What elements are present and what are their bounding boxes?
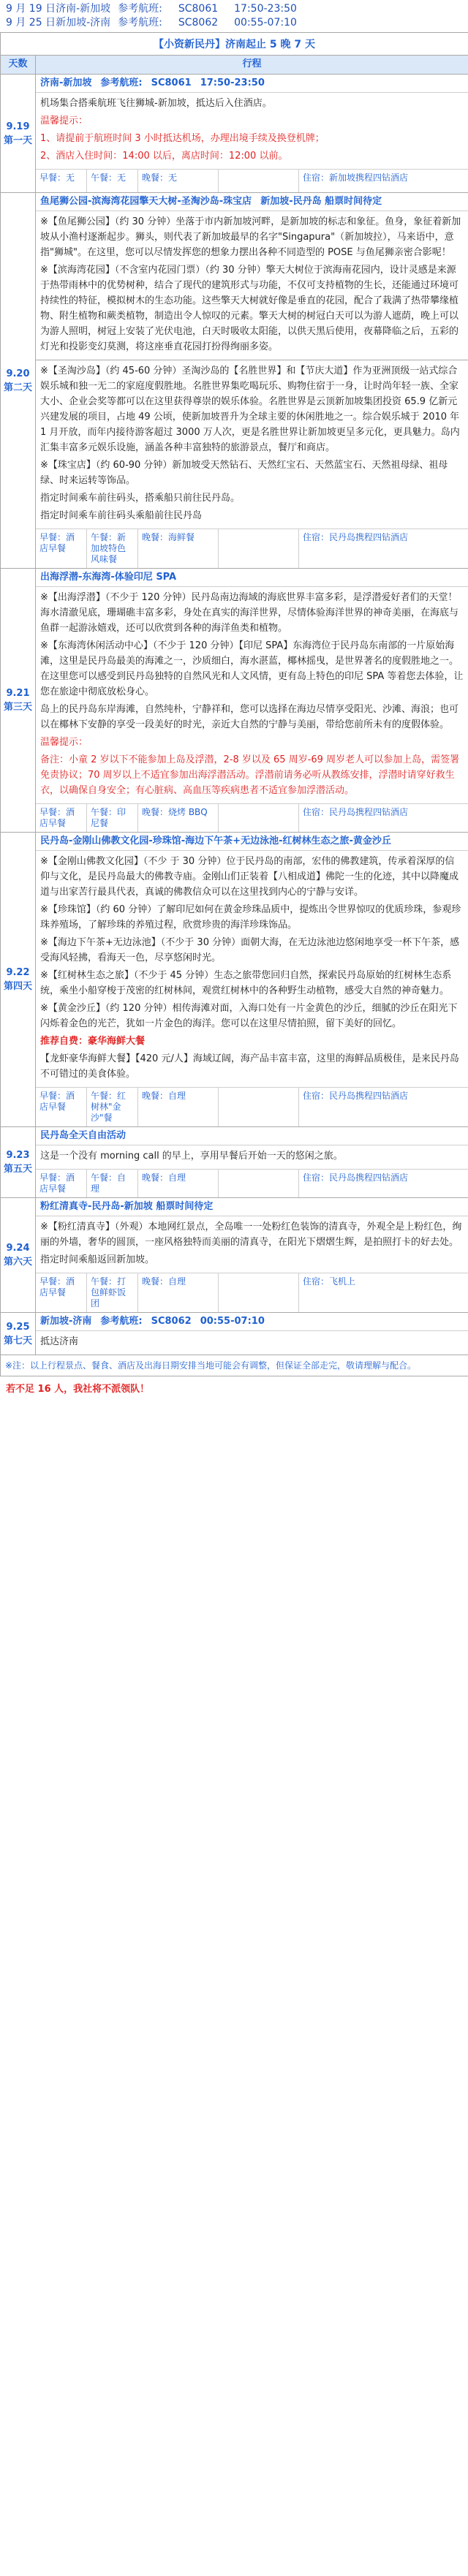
flight-label: 参考航班:	[118, 3, 162, 15]
flight-time: 00:55-07:10	[234, 17, 297, 29]
day-description	[36, 1145, 468, 1169]
itinerary-title: 【小资新民丹】济南起止 5 晚 7 天	[1, 33, 468, 56]
description-paragraph: ※【粉红清真寺】（外观）本地网红景点，全岛唯一一处粉红色装饰的清真寺，外观全是上粉红色，绚丽的外墙，奢华的圆顶，一座风格独特而美丽的清真寺，在阳光下熠熠生辉，是拍照打卡的好去处。	[40, 1221, 462, 1248]
description-paragraph: ※【圣淘沙岛】（约 45-60 分钟）圣淘沙岛的【名胜世界】和【节庆大道】作为亚洲顶级一站式综合娱乐城和独一无二的家庭度假胜地。名胜世界集吃喝玩乐、购物住宿于一身，让时尚年轻一族、全家大小、企业会奖等都可以在这里获得尊崇的娱乐体验。名胜世界是云顶新加坡集团投资 65.9 亿新元兴建发展的项目，占地 49 公顷，使新加坡晋升为全球主要的休闲胜地之一。综合娱乐城于 2010 年 1 月开放，而年内接待游客超过 3000 万人次，更是名胜世界让新加坡更呈多元化，更具魅力。岛内汇集丰富多元娱乐设施，涵盖各种丰富独特的旅游景点，餐厅和商店。	[40, 365, 460, 453]
meal-cell: 住宿：民丹岛携程四钻酒店	[303, 1091, 409, 1101]
itinerary-table	[0, 32, 468, 1376]
meal-cell: 午餐：打包鲜虾饭团	[87, 1273, 138, 1312]
day-label	[1, 569, 36, 833]
description-paragraph: 备注：小童 2 岁以下不能参加上岛及浮潜，2-8 岁以及 65 周岁-69 周岁老人可以参加上岛，需签署免责协议；70 周岁以上不适宜参加出海浮潜活动。浮潜前请务必听从教练安排，浮潜时请穿好救生衣，以确保自身安全；有心脏病、高血压等疾病患者不适宜参加浮潜活动。	[40, 754, 460, 796]
route-segment: SC8061	[151, 77, 192, 88]
day-description	[36, 93, 468, 169]
meal-cell: 早餐：酒店早餐	[36, 1273, 87, 1312]
meal-cell: 住宿：飞机上	[303, 1276, 356, 1287]
day-description	[36, 360, 468, 529]
description-paragraph: 机场集合搭乘航班飞往狮城-新加坡，抵达后入住酒店。	[40, 98, 272, 109]
day-label	[1, 193, 36, 569]
note-row	[1, 1355, 468, 1376]
description-paragraph: ※【珍珠馆】（约 60 分钟）了解印尼如何在黄金珍珠品质中，提炼出令世界惊叹的优质珍珠，参观珍珠养殖场，了解珍珠的养殖过程，欣赏珍贵的海洋珍珠饰品。	[40, 904, 461, 931]
route-segment: SC8062	[151, 1316, 192, 1327]
meal-cell: 午餐：无	[87, 170, 138, 192]
route-segment: 参考航班:	[100, 77, 143, 88]
description-paragraph: 这是一个没有 morning call 的早上，享用早餐后开始一天的悠闲之旅。	[40, 1151, 343, 1162]
meal-cell: 午餐：新加坡特色风味餐	[87, 529, 138, 568]
meal-cell: 晚餐：自理	[138, 1273, 219, 1312]
description-paragraph: ※【金刚山佛教文化园】（不少 于 30 分钟）位于民丹岛的南部，宏伟的佛教建筑，传承着深厚的信仰与文化，是民丹岛最大的佛教寺庙。金刚山们正装着【八相成道】佛陀一生的化迹，其中以降魔成道与出家苦行最具代表，真诚的佛教信众可以在这里找到内心的宁静与安详。	[40, 856, 459, 898]
description-paragraph: 1、请提前于航班时间 3 小时抵达机场，办理出境手续及换登机牌；	[40, 133, 325, 144]
description-paragraph: 2、酒店入住时间：14:00 以后，离店时间：12:00 以前。	[40, 151, 288, 162]
route-segment: 民丹岛全天自由活动	[40, 1130, 127, 1141]
day-description	[36, 587, 468, 803]
day-number: 第七天	[3, 1335, 32, 1346]
meal-cell	[219, 804, 299, 832]
route-segment: 民丹岛-金刚山佛教文化园-珍珠馆-海边下午茶+无边泳池-红树林生态之旅-黄金沙丘	[40, 836, 391, 846]
route-segment: 参考航班:	[100, 1316, 143, 1327]
day-route	[36, 1198, 468, 1216]
day-label	[1, 833, 36, 1127]
meal-cell: 午餐：自理	[87, 1170, 138, 1197]
day-route	[36, 75, 468, 93]
day-label	[1, 1198, 36, 1313]
day-label	[1, 1127, 36, 1198]
description-paragraph: 指定时间乘车前往码头乘船前往民丹岛	[40, 510, 203, 521]
day-route	[36, 833, 468, 851]
meal-cell: 住宿：民丹岛携程四钻酒店	[303, 1173, 409, 1183]
day-route	[36, 193, 468, 211]
meal-cell: 住宿：民丹岛携程四钻酒店	[303, 807, 409, 817]
day-description	[36, 211, 468, 360]
flight-summary	[0, 0, 468, 32]
day-row	[1, 1313, 468, 1355]
meal-bar	[36, 529, 468, 568]
description-paragraph: 岛上的民丹岛东岸海滩，自然纯朴，宁静祥和，您可以选择在海边尽情享受阳光、沙滩、海浪；也可以在椰林下安静的享受一段美好的时光，亲近大自然的宁静与美丽，带给您前所未有的度假体验。	[40, 704, 459, 730]
meal-cell: 早餐：酒店早餐	[36, 1088, 87, 1126]
description-paragraph: 温馨提示：	[40, 737, 88, 748]
route-segment: 粉红清真寺-民丹岛-新加坡 船票时间待定	[40, 1201, 214, 1212]
day-route	[36, 569, 468, 587]
day-date: 9.23	[6, 1150, 30, 1161]
description-paragraph: ※【红树林生态之旅】（不少于 45 分钟）生态之旅带您回归自然，探索民丹岛原始的红树林生态系统，乘坐小船穿梭于茂密的红树林间，观赏红树林中的各种野生动植物，感受大自然的神奇魅力。	[40, 970, 452, 996]
meal-cell: 晚餐：自理	[138, 1088, 219, 1126]
meal-bar	[36, 1273, 468, 1312]
day-row	[1, 75, 468, 193]
route-segment: 鱼尾狮公园-滨海湾花园擎天大树-圣淘沙岛-珠宝店	[40, 196, 252, 207]
day-number: 第六天	[3, 1257, 32, 1268]
description-paragraph: 【龙虾豪华海鲜大餐】【420 元/人】海域辽阔，海产品丰富丰富，这里的海鲜品质极佳，是来民丹岛不可错过的美食体验。	[40, 1053, 459, 1080]
day-route	[36, 1127, 468, 1145]
day-date: 9.20	[6, 368, 30, 379]
flight-date: 9 月 19 日济南-新加坡	[6, 3, 111, 15]
day-row	[1, 1198, 468, 1313]
day-description	[36, 1216, 468, 1273]
meal-cell: 早餐：酒店早餐	[36, 1170, 87, 1197]
route-segment: 新加坡-民丹岛 船票时间待定	[260, 196, 382, 207]
day-number: 第二天	[3, 382, 32, 393]
day-date: 9.21	[6, 688, 30, 699]
meal-cell	[219, 529, 299, 568]
meal-bar	[36, 803, 468, 832]
header-day: 天数	[1, 56, 36, 75]
description-paragraph: 推荐自费：豪华海鲜大餐	[40, 1036, 146, 1047]
day-description	[36, 851, 468, 1087]
description-paragraph: 温馨提示：	[40, 115, 88, 126]
day-row	[1, 833, 468, 1127]
meal-cell: 住宿：新加坡携程四钻酒店	[303, 173, 409, 183]
route-segment: 济南-新加坡	[40, 77, 92, 88]
itinerary-note: ※注：以上行程景点、餐食、酒店及出海日期安排当地可能会有调整，但保证全部走完，敬请理解与配合。	[1, 1355, 468, 1376]
flight-time: 17:50-23:50	[234, 3, 297, 15]
description-paragraph: ※【珠宝店】（约 60-90 分钟）新加坡受天然钻石、天然红宝石、天然蓝宝石、天然祖母绿、祖母绿、时来运转等饰品。	[40, 460, 448, 486]
meal-cell: 午餐：印尼餐	[87, 804, 138, 832]
flight-label: 参考航班:	[118, 17, 162, 29]
day-date: 9.22	[6, 967, 30, 978]
day-date: 9.19	[6, 121, 30, 132]
meal-cell: 早餐：酒店早餐	[36, 529, 87, 568]
meal-bar	[36, 169, 468, 192]
description-paragraph: 指定时间乘车前往码头，搭乘船只前往民丹岛。	[40, 493, 241, 504]
day-row	[1, 193, 468, 360]
day-number: 第一天	[3, 135, 32, 146]
day-date: 9.24	[6, 1243, 30, 1254]
minimum-group-warning: 若不足 16 人，我社将不派领队！	[6, 1384, 150, 1395]
meal-bar	[36, 1169, 468, 1197]
header-itinerary: 行程	[36, 56, 468, 75]
meal-cell: 住宿：民丹岛携程四钻酒店	[303, 532, 409, 542]
meal-cell: 晚餐：海鲜餐	[138, 529, 219, 568]
meal-cell: 早餐：无	[36, 170, 87, 192]
day-number: 第三天	[3, 702, 32, 713]
description-paragraph: 抵达济南	[40, 1336, 79, 1347]
route-segment: 00:55-07:10	[200, 1316, 265, 1327]
route-segment: 17:50-23:50	[200, 77, 265, 88]
description-paragraph: ※【鱼尾狮公园】（约 30 分钟）坐落于市内新加坡河畔，是新加坡的标志和象征。鱼身，象征着新加坡从小渔村逐渐起步。狮头，则代表了新加坡最早的名字"Singapura"（新加坡拉），马来语中，意指"狮城"。在这里，您可以尽情发挥您的想象力摆出各种不同造型的 POSE 与鱼尾狮亲密合影呢！	[40, 216, 461, 258]
day-label	[1, 75, 36, 193]
meal-cell	[219, 1273, 299, 1312]
meal-cell: 晚餐：无	[138, 170, 219, 192]
flight-code: SC8061	[178, 3, 219, 15]
meal-cell: 晚餐：自理	[138, 1170, 219, 1197]
route-segment: 新加坡-济南	[40, 1316, 92, 1327]
meal-cell: 晚餐：烧烤 BBQ	[138, 804, 219, 832]
meal-cell	[219, 1088, 299, 1126]
description-paragraph: ※【海边下午茶+无边泳池】（不少于 30 分钟）面朝大海，在无边泳池边悠闲地享受一杯下午茶，感受海风轻拂，看海天一色，尽享悠闲时光。	[40, 937, 460, 963]
meal-cell: 早餐：酒店早餐	[36, 804, 87, 832]
description-paragraph: ※【黄金沙丘】（约 120 分钟）相传海滩对面，入海口处有一片金黄色的沙丘，细腻的沙丘在阳光下闪烁着金色的光芒，犹如一片金色的海洋。您可以在这里尽情拍照，留下美好的回忆。	[40, 1003, 458, 1029]
meal-cell: 午餐：红树林"金沙"餐	[87, 1088, 138, 1126]
flight-date: 9 月 25 日新加坡-济南	[6, 17, 111, 29]
meal-cell	[219, 170, 299, 192]
meal-bar	[36, 1087, 468, 1126]
flight-outbound	[6, 2, 462, 16]
day-date: 9.25	[6, 1321, 30, 1333]
description-paragraph: ※【滨海湾花园】（不含室内花园门票）（约 30 分钟）擎天大树位于滨海南花园内，设计灵感是来源于热带雨林中的优势树种，结合了现代的建筑形式与功能，不仅可支持植物的生长，还能通过环境可持续性的特征，模拟树木的生态功能。这些擎天大树就好像是垂直的花园，配合了栽满了热带攀缘植物、附生植物和蕨类植物，制造出令人惊叹的元素。擎天大树的树冠白天可以为游人遮荫，晚上可以为游人照明，树冠上安装了光伏电池，白天时吸收太阳能，以供天黑后使用，夜幕降临之后，五彩的灯光和投影变幻莫测，将这座垂直花园打扮得绚丽多姿。	[40, 265, 459, 352]
day-description	[36, 1331, 468, 1355]
day-label	[1, 1313, 36, 1355]
flight-code: SC8062	[178, 17, 219, 29]
day-route	[36, 1313, 468, 1331]
route-segment: 出海浮潜-东海湾-体验印尼 SPA	[40, 572, 177, 583]
description-paragraph: ※【出海浮潜】（不少于 120 分钟）民丹岛南边海域的海底世界丰富多彩，是浮潜爱好者们的天堂！海水清澈见底，珊瑚礁丰富多彩，身处在真实的海洋世界，尽情体验海洋世界的神奇美丽，在海底与鱼群一起游泳嬉戏，还可以欣赏到各种的海洋鱼类和植物。	[40, 592, 459, 634]
flight-return	[6, 16, 462, 30]
day-row	[1, 1127, 468, 1198]
description-paragraph: ※【东海湾休闲活动中心】（不少于 120 分钟）【印尼 SPA】东海湾位于民丹岛东南部的一片原始海滩，这里是民丹岛最美的海滩之一，沙质细白，海水湛蓝，椰林摇曳，是世界著名的度假胜地之一。在这里您可以感受到民丹岛独特的自然风光和人文风情，更有岛上特色的印尼 SPA 等着您去体验，让您在旅途中彻底放松身心。	[40, 640, 464, 697]
description-paragraph: 指定时间乘船返回新加坡。	[40, 1254, 155, 1265]
day-number: 第五天	[3, 1164, 32, 1175]
day-number: 第四天	[3, 981, 32, 992]
day-row	[1, 569, 468, 833]
meal-cell	[219, 1170, 299, 1197]
day-row-continued	[1, 360, 468, 569]
